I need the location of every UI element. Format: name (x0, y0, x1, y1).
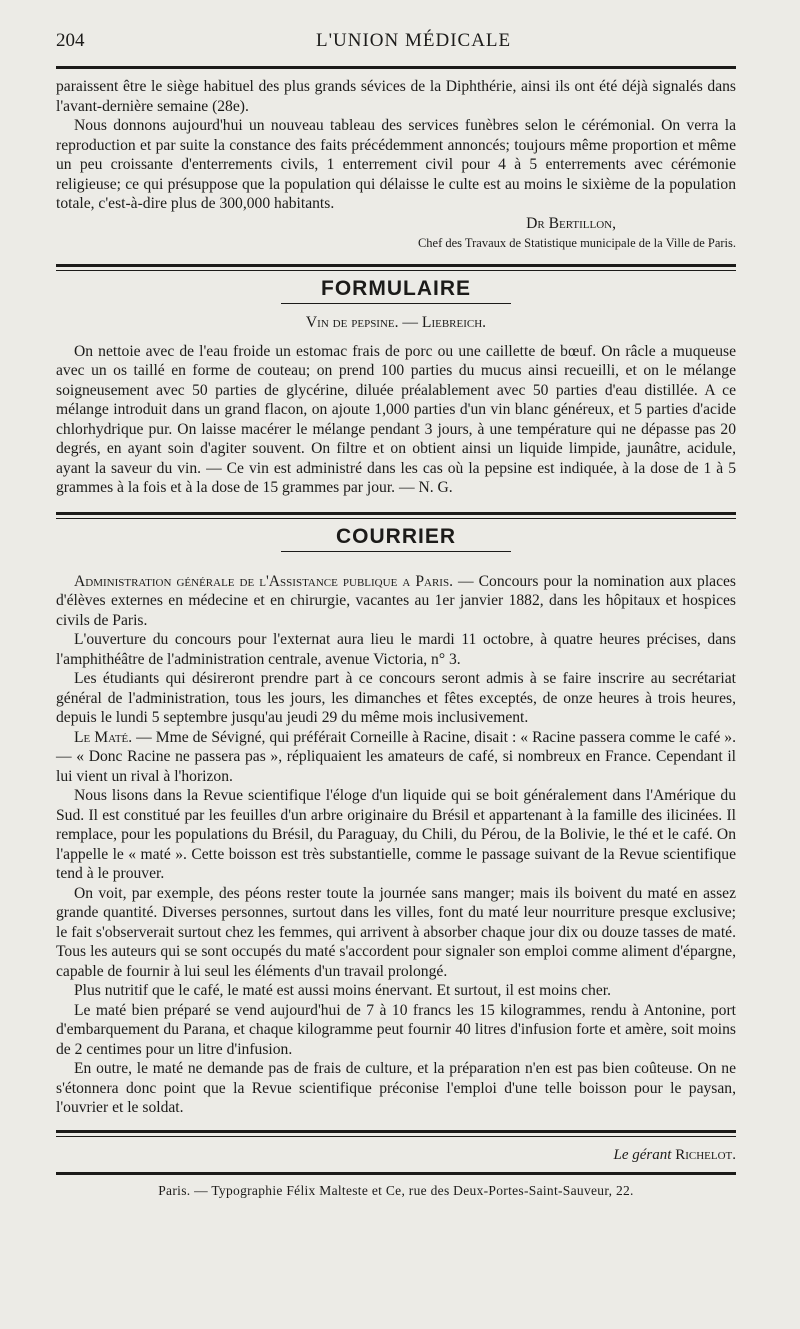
admin-text: — Concours pour la nomination aux places d'élèves externes en médecine et en chirurgie, vacantes au 1er janvier 1882, dans les hôpitaux et hospices civils de Paris. (56, 572, 737, 629)
courrier-title-rule (281, 551, 511, 552)
formulaire-title: FORMULAIRE (321, 276, 471, 300)
imprint-rule (56, 1172, 736, 1175)
signature-title: Chef des Travaux de Statistique municipale de la Ville de Paris. (417, 235, 736, 250)
formulaire-title-rule (281, 303, 511, 304)
courrier-title: COURRIER (335, 524, 456, 548)
gerant-line (56, 1147, 736, 1164)
courrier-paragraph-5: Nous lisons dans la Revue scientifique l'éloge d'un liquide qui se boit généralement dans l'Amérique du Sud. Il est constitué par les feuilles d'un arbre originaire du Brésil et appartenant à la famille des ilicinées. Il remplace, pour les populations du Brésil, du Paraguay, du Chili, du Pérou, de la Bolivie, le thé et le café. On l'appelle le « maté ». Cette boisson est très substantielle, comme le passage suivant de la Revue scientifique tend à le prouver. (56, 787, 736, 882)
journal-title: L'UNION MÉDICALE (316, 30, 512, 51)
imprint: Paris. — Typographie Félix Malteste et Ce, rue des Deux-Portes-Saint-Sauveur, 22. (158, 1182, 634, 1198)
courrier-paragraph-3: Les étudiants qui désireront prendre part à ce concours seront admis à se faire inscrire au secrétariat général de l'administration, tous les jours, les dimanches et fêtes exceptés, de onze heures à trois heures, depuis le lundi 5 septembre jusqu'au jeudi 29 du même mois inclusivement. (56, 670, 736, 726)
signature-name: Dr Bertillon, (526, 214, 616, 232)
admin-lead: Administration générale de l'Assistance publique a Paris. (74, 572, 453, 590)
section-divider (56, 264, 736, 271)
formulaire-body: On nettoie avec de l'eau froide un estomac frais de porc ou une caillette de bœuf. On râcle a muqueuse avec un os taillé en forme de couteau; on prend 100 parties du mucus ainsi recueilli, et on le mélange soigneusement avec 50 parties de glycérine, diluée préalablement avec 50 parties d'eau distillée. A ce mélange introduit dans un grand flacon, on ajoute 1,000 parties d'un vin blanc généreux, et 5 parties d'acide chlorhydrique pur. On laisse macérer le mélange pendant 3 jours, à une température qui ne dépasse pas 20 degrés, en ayant soin d'agiter souvent. On filtre et on obtient ainsi un liquide limpide, jaunâtre, acidule, ayant la saveur du vin. — Ce vin est administré dans les cas où la pepsine est indiquée, à la dose de 1 à 5 grammes à la fois et à la dose de 15 grammes par jour. — N. G. (56, 342, 736, 496)
intro-paragraph-1: paraissent être le siège habituel des plus grands sévices de la Diphthérie, ainsi ils ont été déjà signalés dans l'avant-dernière semaine (28e). (56, 78, 736, 115)
courrier-paragraph-9: En outre, le maté ne demande pas de frais de culture, et la préparation n'en est pas bien coûteuse. On ne s'étonnera donc point que la Revue scientifique préconise l'emploi d'une telle boisson pour le paysan, l'ouvrier et le soldat. (56, 1060, 736, 1116)
courrier-mate-paragraph (56, 728, 736, 787)
courrier-section (56, 525, 736, 1118)
page-header (56, 30, 736, 64)
formulaire-section (56, 277, 736, 498)
section-divider (56, 512, 736, 519)
page-number: 204 (56, 30, 85, 51)
mate-text: — Mme de Sévigné, qui préférait Corneille à Racine, disait : « Racine passera comme le café ». — « Donc Racine ne passera pas », répliquaient les amateurs de café, si nombreux en France. Cependant il lui vient un rival à l'horizon. (56, 728, 736, 785)
courrier-paragraph-8: Le maté bien préparé se vend aujourd'hui de 7 à 10 francs les 15 kilogrammes, rendu à Antonine, port d'embarquement du Parana, et chaque kilogramme peut fournir 40 litres d'infusion forte et amère, soit moins de 2 centimes pour un litre d'infusion. (56, 1001, 736, 1058)
courrier-paragraph-2: L'ouverture du concours pour l'externat aura lieu le mardi 11 octobre, à quatre heures précises, dans l'amphithéâtre de l'administration centrale, avenue Victoria, n° 3. (56, 631, 736, 668)
gerant-name: Richelot. (675, 1146, 736, 1163)
courrier-paragraph-7: Plus nutritif que le café, le maté est aussi moins énervant. Et surtout, il est moins cher. (74, 982, 612, 999)
footer-divider (56, 1130, 736, 1137)
mate-lead: Le Maté. (74, 728, 133, 746)
courrier-admin-paragraph (56, 572, 736, 631)
formulaire-subtitle: Vin de pepsine. — Liebreich. (305, 313, 487, 331)
gerant-label: Le gérant (613, 1146, 672, 1163)
courrier-paragraph-6: On voit, par exemple, des péons rester toute la journée sans manger; mais ils boivent du maté en assez grande quantité. Diverses personnes, surtout dans les villes, font du maté leur nourriture presque exclusive; le fait s'observerait surtout chez les femmes, qui arrivent à absorber chaque jour dix ou douze tasses de maté. Tous les auteurs qui se sont occupés du maté s'accordent pour signaler son emploi comme aliment d'épargne, capable de fournir à lui seul les éléments d'un travail prolongé. (56, 884, 736, 980)
intro-section (56, 77, 736, 252)
intro-paragraph-2: Nous donnons aujourd'hui un nouveau tableau des services funèbres selon le cérémonial. On verra la reproduction et par suite la constance des faits précédemment annoncés; toujours même proportion et même un peu croissante d'enterrements civils, 1 enterrement civil pour 4 à 5 enterrements avec cérémonie religieuse; ce qui présuppose que la population qui délaisse le culte est au moins le sixième de la population totale, c'est-à-dire plus de 300,000 habitants. (56, 117, 736, 212)
header-rule (56, 66, 736, 69)
